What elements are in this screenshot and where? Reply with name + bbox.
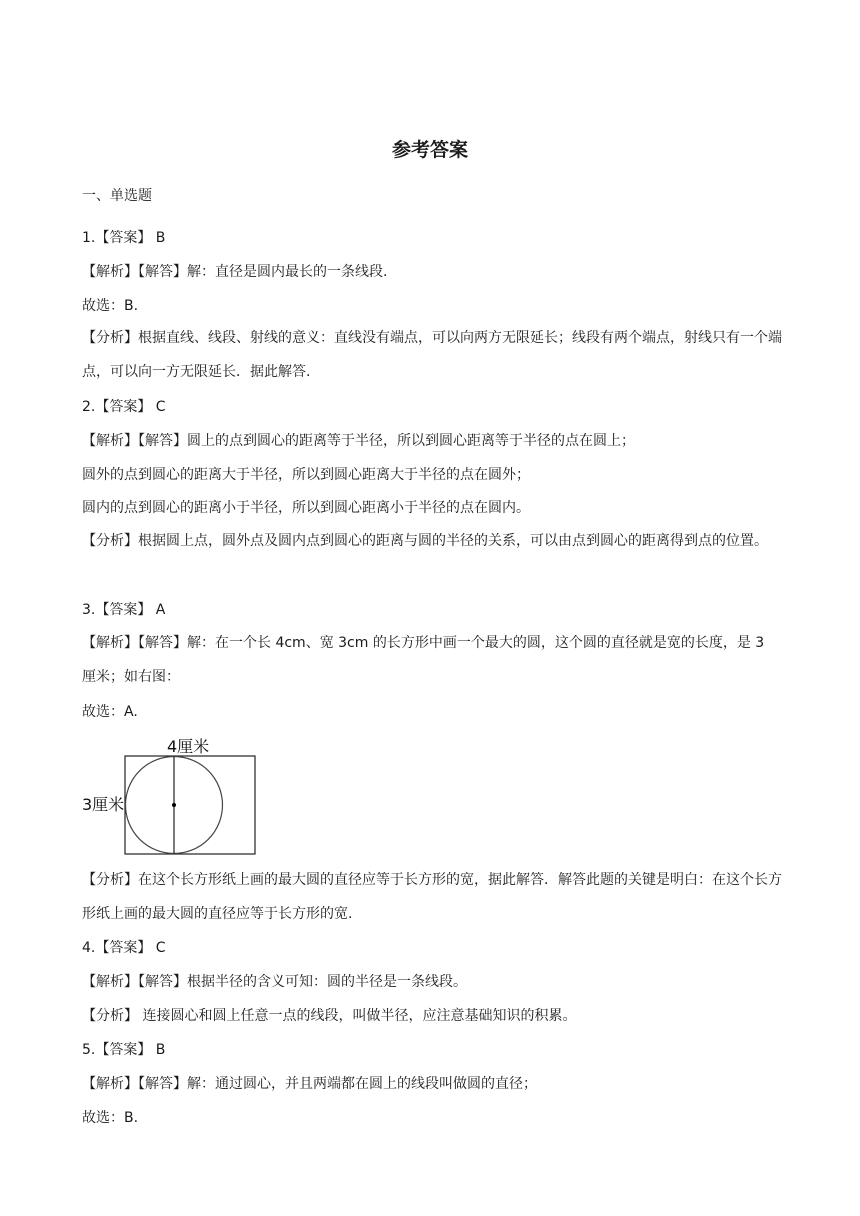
- choice-1: 故选：B.: [82, 298, 139, 314]
- left-label: 3厘米: [82, 795, 125, 814]
- center-point: [172, 803, 176, 807]
- explanation-4: 【解析】【解答】根据半径的含义可知：圆的半径是一条线段。: [82, 974, 467, 990]
- answer-3: 3.【答案】 A: [82, 602, 166, 618]
- analysis-1: 【分析】根据直线、线段、射线的意义：直线没有端点，可以向两方无限延长；线段有两个端点，射线只有一个端点，可以向一方无限延长．据此解答.: [82, 330, 782, 380]
- explanation-5: 【解析】【解答】解：通过圆心，并且两端都在圆上的线段叫做圆的直径；: [82, 1076, 537, 1092]
- answer-1: 1.【答案】 B: [82, 230, 166, 246]
- explanation-2b: 圆外的点到圆心的距离大于半径，所以到圆心距离大于半径的点在圆外；: [82, 467, 530, 483]
- rectangle-circle-figure: [80, 735, 260, 860]
- explanation-2c: 圆内的点到圆心的距离小于半径，所以到圆心距离小于半径的点在圆内。: [82, 500, 530, 516]
- section-heading: 一、单选题: [82, 188, 152, 204]
- top-label: 4厘米: [167, 737, 210, 756]
- figure-svg: [80, 735, 260, 860]
- choice-3: 故选：A.: [82, 704, 138, 720]
- page-title: 参考答案: [391, 139, 468, 161]
- answer-2: 2.【答案】 C: [82, 399, 166, 415]
- explanation-3: 【解析】【解答】解：在一个长 4cm、宽 3cm 的长方形中画一个最大的圆，这个圆的直径就是宽的长度，是 3 厘米；如右图：: [82, 635, 765, 685]
- rectangle: [125, 756, 255, 854]
- analysis-2: 【分析】根据圆上点，圆外点及圆内点到圆心的距离与圆的半径的关系，可以由点到圆心的距离得到点的位置。: [82, 533, 768, 549]
- explanation-1: 【解析】【解答】解：直径是圆内最长的一条线段.: [82, 264, 388, 280]
- analysis-3: 【分析】在这个长方形纸上画的最大圆的直径应等于长方形的宽，据此解答．解答此题的关键是明白：在这个长方形纸上画的最大圆的直径应等于长方形的宽.: [82, 872, 782, 922]
- answer-5: 5.【答案】 B: [82, 1042, 166, 1058]
- analysis-4: 【分析】 连接圆心和圆上任意一点的线段，叫做半径，应注意基础知识的积累。: [82, 1008, 577, 1024]
- choice-5: 故选：B.: [82, 1110, 139, 1126]
- explanation-2a: 【解析】【解答】圆上的点到圆心的距离等于半径，所以到圆心距离等于半径的点在圆上；: [82, 433, 635, 449]
- answer-4: 4.【答案】 C: [82, 940, 166, 956]
